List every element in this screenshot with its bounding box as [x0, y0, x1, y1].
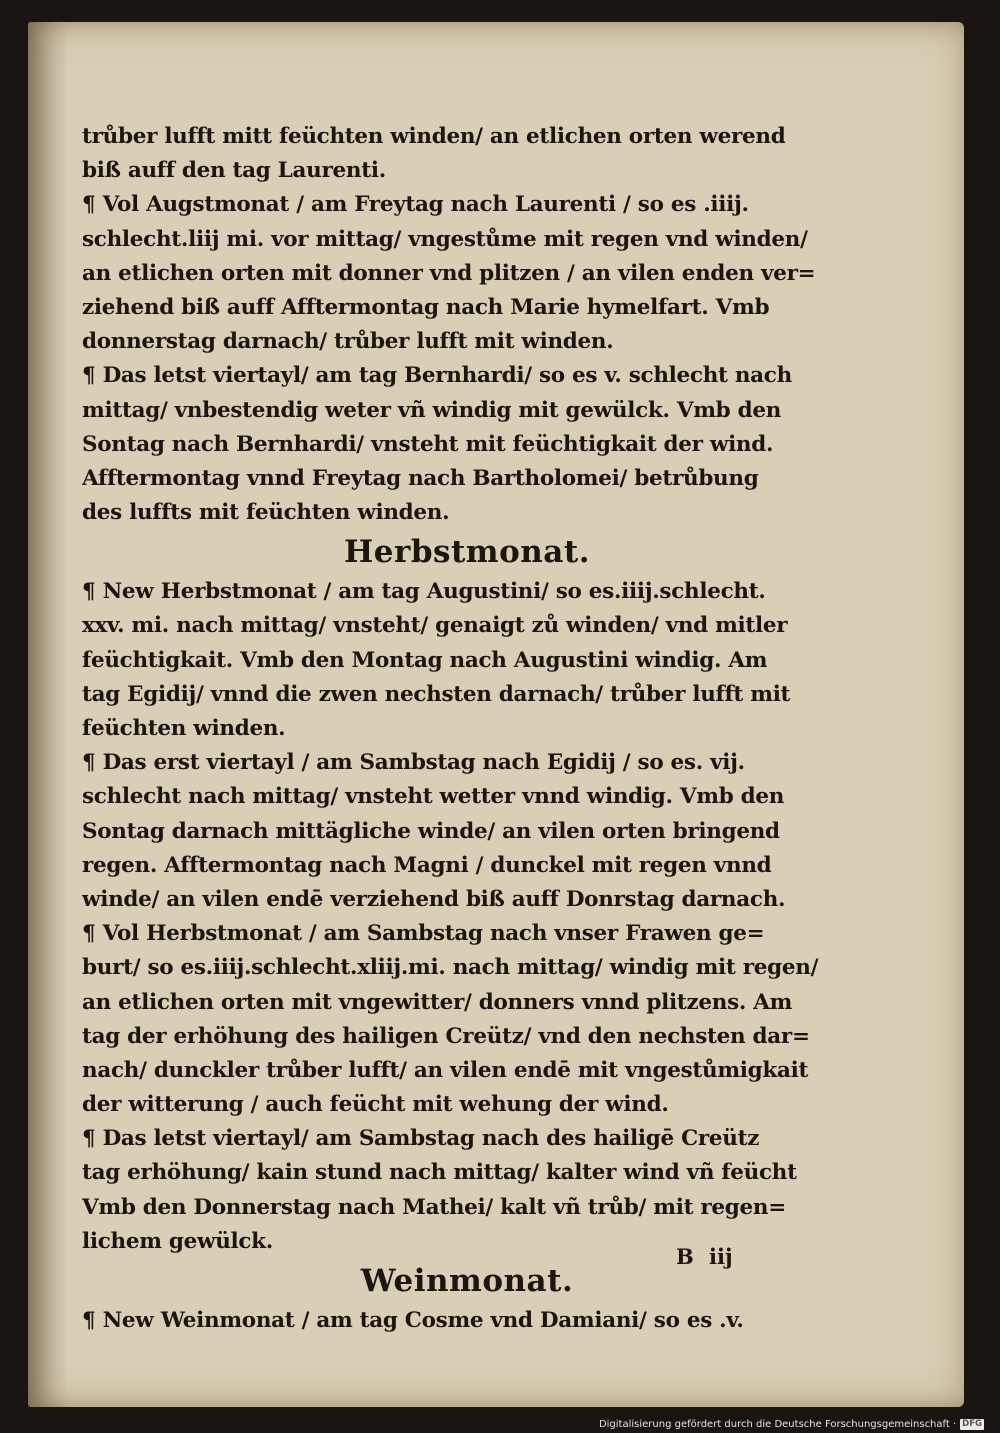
text-line: tag erhöhung/ kain stund nach mittag/ kalter wind vñ feücht	[82, 1160, 797, 1186]
text-line: der witterung / auch feücht mit wehung der wind.	[82, 1092, 669, 1118]
text-line: ¶ Vol Herbstmonat / am Sambstag nach vnser Frawen ge=	[82, 921, 765, 947]
section-heading-herbstmonat: Herbstmonat.	[343, 534, 590, 571]
text-line: ¶ Das letst viertayl/ am Sambstag nach des hailigē Creütz	[82, 1126, 760, 1152]
text-line: schlecht nach mittag/ vnsteht wetter vnnd windig. Vmb den	[82, 784, 785, 810]
text-line: lichem gewülck.	[82, 1228, 273, 1254]
text-line: mittag/ vnbestendig weter vñ windig mit gewülck. Vmb den	[82, 397, 782, 423]
text-line: ziehend biß auff Afftermontag nach Marie hymelfart. Vmb	[82, 294, 770, 320]
text-line: des luffts mit feüchten winden.	[82, 500, 450, 526]
text-line: feüchtigkait. Vmb den Montag nach Augustini windig. Am	[82, 647, 768, 673]
text-line: feüchten winden.	[82, 716, 286, 741]
text-line: schlecht.liij mi. vor mittag/ vngestůme mit regen vnd winden/	[82, 226, 808, 252]
text-line: nach/ dunckler trůber lufft/ an vilen endē mit vngestůmigkait	[82, 1057, 809, 1083]
signature-mark: B iij	[676, 1244, 733, 1269]
dfg-logo: DFG	[962, 1419, 982, 1429]
text-line: ¶ New Weinmonat / am tag Cosme vnd Damiani/ so es .v.	[82, 1308, 744, 1333]
section-heading-weinmonat: Weinmonat.	[360, 1263, 574, 1299]
text-line: ¶ Das erst viertayl / am Sambstag nach Egidij / so es. vij.	[82, 750, 745, 776]
text-line: Vmb den Donnerstag nach Mathei/ kalt vñ trůb/ mit regen=	[82, 1194, 786, 1220]
text-line: biß auff den tag Laurenti.	[82, 158, 386, 184]
page-text-block	[82, 120, 852, 1338]
text-line: donnerstag darnach/ trůber lufft mit winden.	[82, 329, 614, 355]
text-line: Sontag darnach mittägliche winde/ an vilen orten bringend	[82, 818, 780, 844]
text-line: an etlichen orten mit vngewitter/ donners vnnd plitzens. Am	[82, 989, 793, 1015]
text-line: ¶ Vol Augstmonat / am Freytag nach Laurenti / so es .iiij.	[82, 192, 749, 218]
credit-text: Digitalisierung gefördert durch die Deutsche Forschungsgemeinschaft ·	[598, 1419, 957, 1430]
text-line: winde/ an vilen endē verziehend biß auff Donrstag darnach.	[82, 886, 786, 912]
digitization-credit	[599, 1419, 984, 1430]
text-line: burt/ so es.iiij.schlecht.xliij.mi. nach mittag/ windig mit regen/	[82, 955, 819, 981]
text-line: Sontag nach Bernhardi/ vnsteht mit feüchtigkait der wind.	[82, 431, 774, 457]
text-line: trůber lufft mitt feüchten winden/ an etlichen orten werend	[82, 124, 786, 149]
text-line: tag Egidij/ vnnd die zwen nechsten darnach/ trůber lufft mit	[82, 681, 791, 707]
book-page	[28, 22, 964, 1407]
text-line: tag der erhöhung des hailigen Creütz/ vnd den nechsten dar=	[82, 1023, 810, 1049]
text-line: an etlichen orten mit donner vnd plitzen / an vilen enden ver=	[82, 260, 816, 286]
page-gutter-shadow	[28, 22, 68, 1407]
text-line: ¶ New Herbstmonat / am tag Augustini/ so es.iiij.schlecht.	[82, 579, 766, 605]
text-line: ¶ Das letst viertayl/ am tag Bernhardi/ so es v. schlecht nach	[82, 363, 792, 389]
text-line: xxv. mi. nach mittag/ vnsteht/ genaigt zů winden/ vnd mitler	[82, 613, 788, 639]
text-line: Afftermontag vnnd Freytag nach Bartholomei/ betrůbung	[82, 465, 759, 491]
text-line: regen. Afftermontag nach Magni / dunckel mit regen vnnd	[82, 852, 772, 878]
